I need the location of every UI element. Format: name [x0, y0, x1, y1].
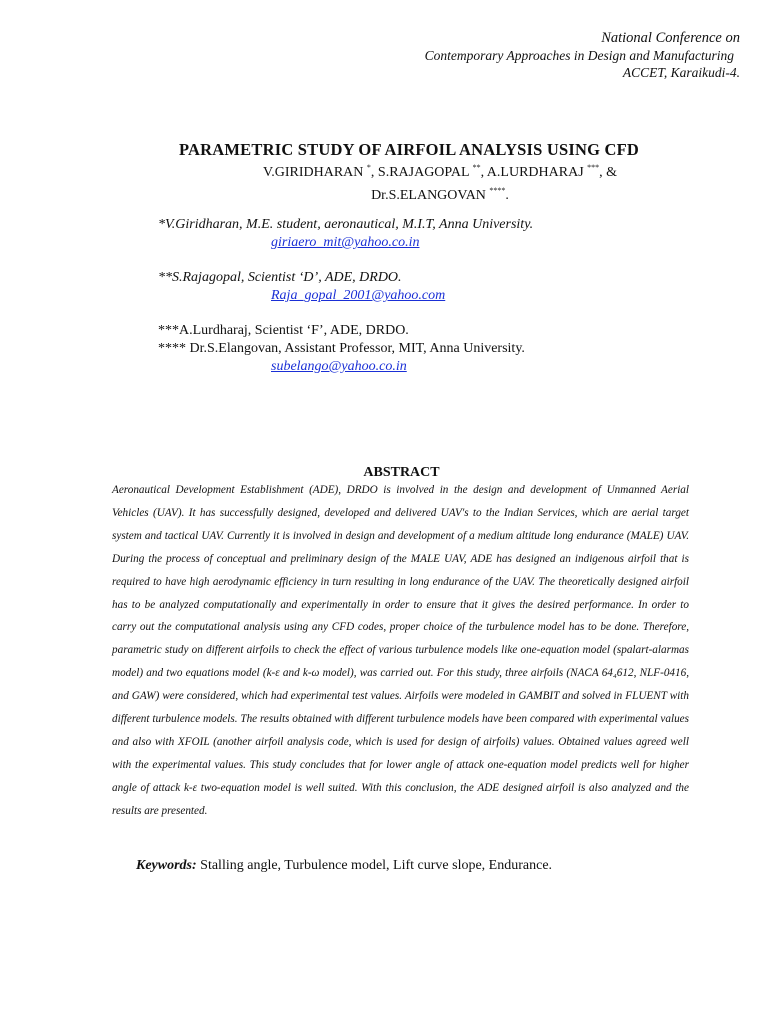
email-link[interactable]: giriaero_mit@yahoo.co.in: [271, 235, 420, 250]
author-3: , A.LURDHARAJ: [480, 165, 588, 180]
abstract-heading: ABSTRACT: [363, 465, 440, 480]
affiliation-3: [158, 322, 409, 340]
keywords-line: [136, 858, 552, 874]
author-end: .: [505, 188, 509, 203]
conference-line-2: Contemporary Approaches in Design and Manufacturing: [424, 48, 734, 63]
keywords-text: Stalling angle, Turbulence model, Lift curve slope, Endurance.: [196, 858, 553, 873]
author-4-mark: ****: [489, 186, 506, 195]
affiliation-1: [158, 216, 533, 252]
author-3-mark: ***: [587, 163, 600, 172]
conference-line-1: National Conference on: [601, 30, 740, 46]
author-line-1: [0, 159, 768, 182]
affiliation-text: **** Dr.S.Elangovan, Assistant Professor, MIT, Anna University.: [158, 341, 525, 356]
affiliation-text: **S.Rajagopal, Scientist ‘D’, ADE, DRDO.: [158, 270, 402, 285]
keywords-label: Keywords:: [136, 858, 197, 873]
affiliation-4: [158, 340, 525, 376]
conference-line-3: ACCET, Karaikudi-4.: [622, 65, 740, 80]
affiliation-2: [158, 269, 445, 305]
paper-title: PARAMETRIC STUDY OF AIRFOIL ANALYSIS USING CFD: [179, 140, 639, 159]
affiliation-text: *V.Giridharan, M.E. student, aeronautical, M.I.T, Anna University.: [158, 217, 534, 232]
author-line-2: [0, 182, 768, 205]
author-list: [0, 159, 768, 205]
email-link[interactable]: Raja_gopal_2001@yahoo.com: [271, 288, 446, 303]
author-sep: , &: [599, 165, 618, 180]
author-4: Dr.S.ELANGOVAN: [371, 188, 490, 203]
affiliation-text: ***A.Lurdharaj, Scientist ‘F’, ADE, DRDO.: [158, 323, 409, 338]
abstract-body: Aeronautical Development Establishment (ADE), DRDO is involved in the design and development of Unmanned Aerial Vehicles (UAV). It has successfully designed, developed and delivered UAV's to the Indian Services, which are aerial target system and tactical UAV. Currently it is involved in design and development of a medium altitude long endurance (MALE) UAV. During the process of conceptual and preliminary design of the MALE UAV, ADE has designed an indigenous airfoil that is required to have high aerodynamic efficiency in turn resulting in long endurance of the UAV. The theoretically designed airfoil has to be analyzed computationally and experimentally in order to ensure that it gives the desired performance. In order to carry out the computational analysis using any CFD codes, proper choice of the turbulence model has to be done. Therefore, parametric study on different airfoils to check the effect of various turbulence models like one-equation model (spalart-alarmas model) and two equations model (k-ε and k-ω model), was carried out. For this study, three airfoils (NACA 64₄612, NLF-0416, and GAW) were considered, which had experimental test values. Airfoils were modeled in GAMBIT and solved in FLUENT with different turbulence models. The results obtained with different turbulence models have been compared with experimental values and also with XFOIL (another airfoil analysis code, which is used for design of airfoils) values. Obtained values agreed well with the experimental values. This study concludes that for lower angle of attack one-equation model predicts well for higher angle of attack k-ε two-equation model is well suited. With this conclusion, the ADE designed airfoil is also analyzed and the results are presented.: [112, 484, 689, 817]
author-2: , S.RAJAGOPAL: [370, 165, 473, 180]
author-1-mark: *: [366, 163, 371, 172]
email-link[interactable]: subelango@yahoo.co.in: [271, 359, 407, 374]
author-2-mark: **: [472, 163, 481, 172]
conference-header: [425, 30, 740, 81]
author-1: V.GIRIDHARAN: [262, 165, 367, 180]
